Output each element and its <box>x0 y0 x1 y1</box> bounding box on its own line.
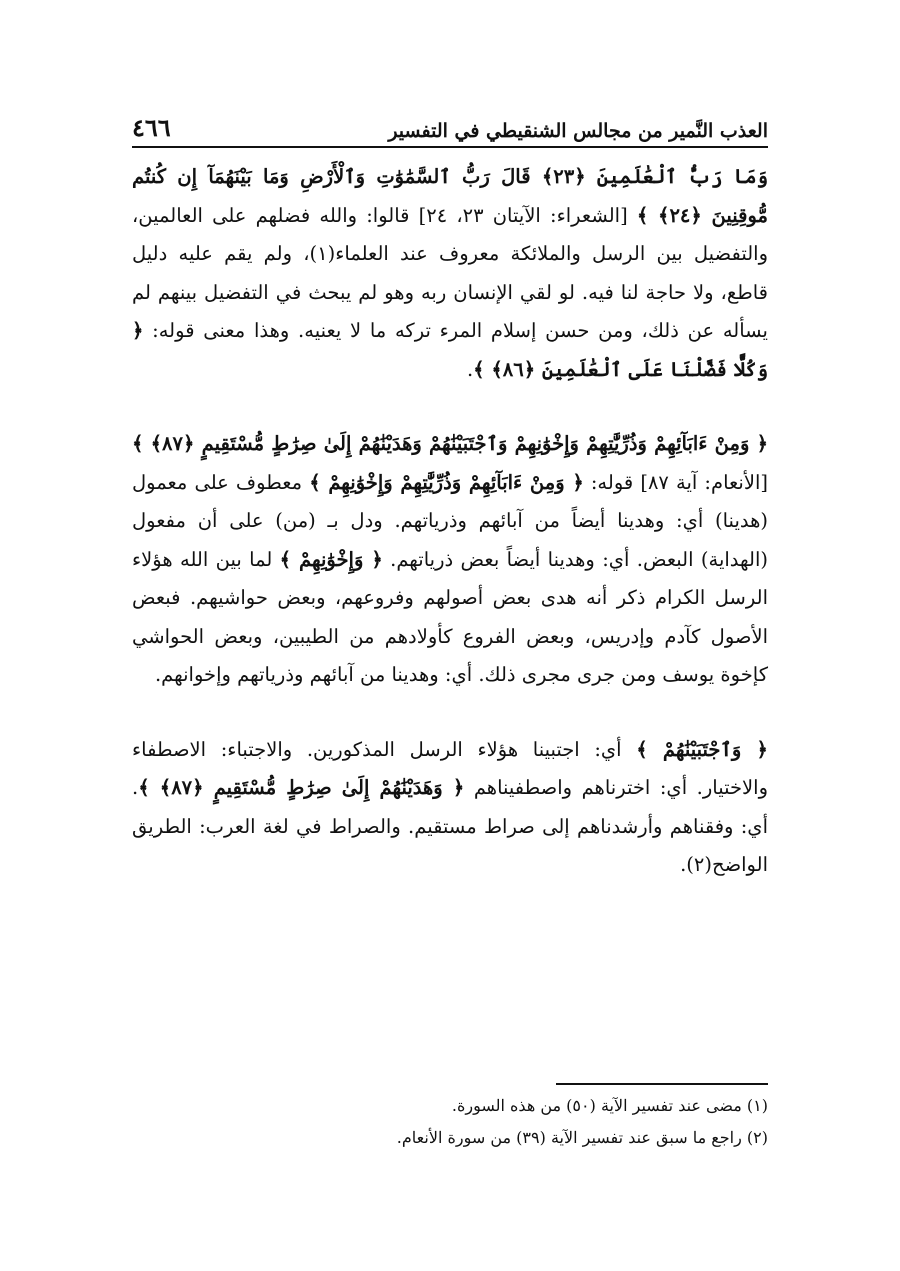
page-number: ٤٦٦ <box>132 113 171 142</box>
paragraph-text: لما بين الله هؤلاء الرسل الكرام ذكر أنه هدى بعض أصولهم وفروعهم، وبعض حواشيهم. فبعض الأصول كآدم وإدريس، وبعض الفروع كأولادهم من الطيبين، وبعض الحواشي كإخوة يوسف ومن جرى مجرى ذلك. أي: وهدينا من آبائهم وذرياتهم وإخوانهم. <box>132 547 768 686</box>
paragraph-text: . أي: وفقناهم وأرشدناهم إلى صراط مستقيم. والصراط في لغة العرب: الطريق الواضح(٢). <box>132 776 768 876</box>
paragraph-text: معطوف على معمول (هدينا) أي: وهدينا أيضاً من آبائهم وذرياتهم. ودل بـ (من) على أن مفعول (الهداية) البعض. أي: وهدينا أيضاً بعض ذرياتهم. <box>132 470 768 571</box>
page-header <box>132 108 768 142</box>
paragraph-text: [الشعراء: الآيتان ٢٣، ٢٤] قالوا: والله فضلهم على العالمين، والتفضيل بين الرسل والملائكة معروف عند العلماء(١)، ولم يقم عليه دليل قاطع، ولا حاجة لنا فيه. لو لقي الإنسان ربه وهو لم يبحث في التفضيل بينهم لم يسأله عن ذلك، ومن حسن إسلام المرء تركه ما لا يعنيه. وهذا معنى قوله: <box>132 203 768 342</box>
paragraph-text: أي: اجتبينا هؤلاء الرسل المذكورين. والاجتباء: الاصطفاء والاختيار. أي: اخترناهم واصطفيناهم <box>132 737 768 799</box>
paragraph-gap <box>132 695 768 731</box>
quran-verse: ﴿ وَٱجْتَبَيْنَٰهُمْ ﴾ <box>636 737 768 761</box>
quran-verse: ﴿ وَمِنْ ءَابَآئِهِمْ وَذُرِّيَّٰتِهِمْ وَإِخْوَٰنِهِمْ وَٱجْتَبَيْنَٰهُمْ وَهَدَيْنَٰهُمْ إِلَىٰ صِرَٰطٍ مُّسْتَقِيمٍ ﴿٨٧﴾ ﴾ <box>132 432 768 455</box>
footnote-1: (١) مضى عند تفسير الآية (٥٠) من هذه السورة. <box>451 1096 768 1115</box>
paragraph-gap <box>132 389 768 425</box>
quran-verse: وَمَا رَبُّ ٱلْعَٰلَمِينَ ﴿٢٣﴾ قَالَ رَبُّ ٱلسَّمَٰوَٰتِ وَٱلْأَرْضِ وَمَا بَيْنَهُمَآ إِن كُنتُم مُّوقِنِينَ ﴿٢٤﴾ ﴾ <box>132 165 769 227</box>
page-body <box>132 158 768 885</box>
header-rule <box>132 146 768 148</box>
paragraph-3 <box>132 731 768 885</box>
quran-verse: ﴿ وَهَدَيْنَٰهُمْ إِلَىٰ صِرَٰطٍ مُّسْتَقِيمٍ ﴿٨٧﴾ ﴾ <box>138 776 465 799</box>
running-title: العذب النَّمير من مجالس الشنقيطي في التفسير <box>388 120 768 142</box>
footnotes <box>132 1090 768 1154</box>
footnote-rule <box>556 1083 768 1085</box>
paragraph-text: [الأنعام: آية ٨٧] قوله: <box>583 470 768 494</box>
paragraph-text: . <box>466 357 474 381</box>
quran-verse: ﴿ وَكُلًّا فَضَّلْنَا عَلَى ٱلْعَٰلَمِينَ ﴿٨٦﴾ ﴾ <box>132 319 768 381</box>
quran-verse: ﴿ وَإِخْوَٰنِهِمْ ﴾ <box>279 547 383 571</box>
paragraph-1 <box>132 158 768 389</box>
footnote-2: (٢) راجع ما سبق عند تفسير الآية (٣٩) من سورة الأنعام. <box>396 1128 768 1147</box>
paragraph-2 <box>132 425 768 695</box>
quran-verse: ﴿ وَمِنْ ءَابَآئِهِمْ وَذُرِّيَّٰتِهِمْ وَإِخْوَٰنِهِمْ ﴾ <box>309 470 584 494</box>
